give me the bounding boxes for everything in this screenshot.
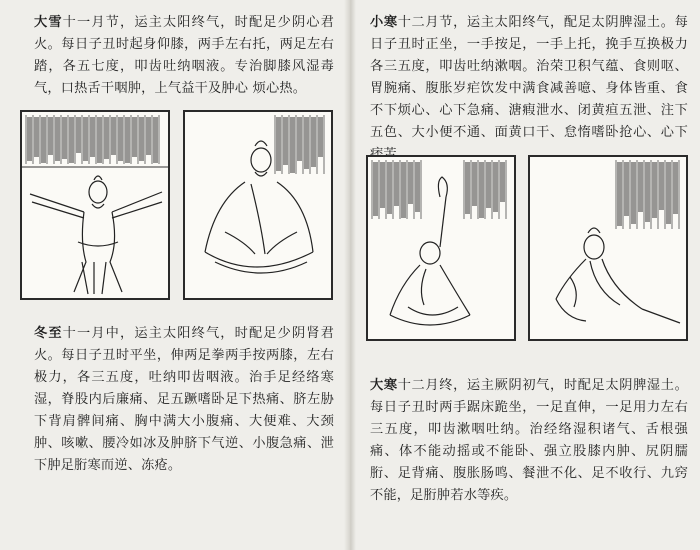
dahan-illustration [528, 155, 688, 341]
left-page [0, 0, 348, 550]
dahan-paragraph [370, 375, 688, 507]
dongzhi-term: 冬至 [34, 326, 63, 341]
xiaohan-text: 十二月节，运主太阳终气，配足太阴脾湿土。每日子丑时正坐，一手按足，一手上托，挽手互换极力各三五度，叩齿吐纳漱咽。治荣卫积气蕴、食则呕、胃腕痛、腹胀岁疟饮发中满食减善噫、身体皆重、食不下烦心、心下急痛、溏瘕泄水、闭黄疸五泄、注下五色、大小便不通、面黄口干、怠惰嗜卧抢心、心下 [370, 15, 689, 140]
daxue-text: 十一月节，运主太阳终气，时配足少阴心君火。每日子丑时起身仰膝，两手左右托，两足左右踏，各五七度，叩齿吐纳咽液。专治脚膝风湿毒气，口热舌干咽肿，上气益干及肿心 烦心热。 [34, 15, 334, 96]
dahan-term: 大寒 [370, 378, 398, 393]
daxue-illustration [20, 110, 170, 300]
dongzhi-text: 十一月中，运主太阳终气，时配足少阴肾君火。每日子丑时平坐，伸两足拳两手按两膝，左右极力，各三五度，吐纳叩齿咽液。治手足经络寒湿，脊股内后廉痛、足五蹶嗜卧足下热痛、脐左胁下背肩髀间痛、胸中满大小腹痛、大便难、大颈肿、咳嗽、腰冷如冰及肿脐下气逆、小腹急痛、泄下肿足胻寒而逆、冻疮。 [34, 326, 334, 473]
xiaohan-illustration [366, 155, 516, 341]
dongzhi-paragraph [34, 323, 334, 477]
daxue-term: 大雪 [34, 15, 63, 30]
xiaohan-paragraph [370, 12, 688, 166]
daxue-paragraph [34, 12, 334, 100]
dahan-text: 十二月终，运主厥阴初气，时配足太阴脾湿土。每日子丑时两手踞床跪坐，一足直伸，一足用力左右三五度，叩齿漱咽吐纳。治经络湿积诸气、舌根强痛、体不能动摇或不能卧、强立股膝内肿、尻阴臑胻、足背痛、腹胀肠鸣、餐泄不化、足不收行、九窍不能，足胻肿若水等疾。 [370, 378, 689, 503]
xiaohan-term: 小寒 [370, 15, 398, 30]
dongzhi-illustration [183, 110, 333, 300]
right-page [352, 0, 700, 550]
